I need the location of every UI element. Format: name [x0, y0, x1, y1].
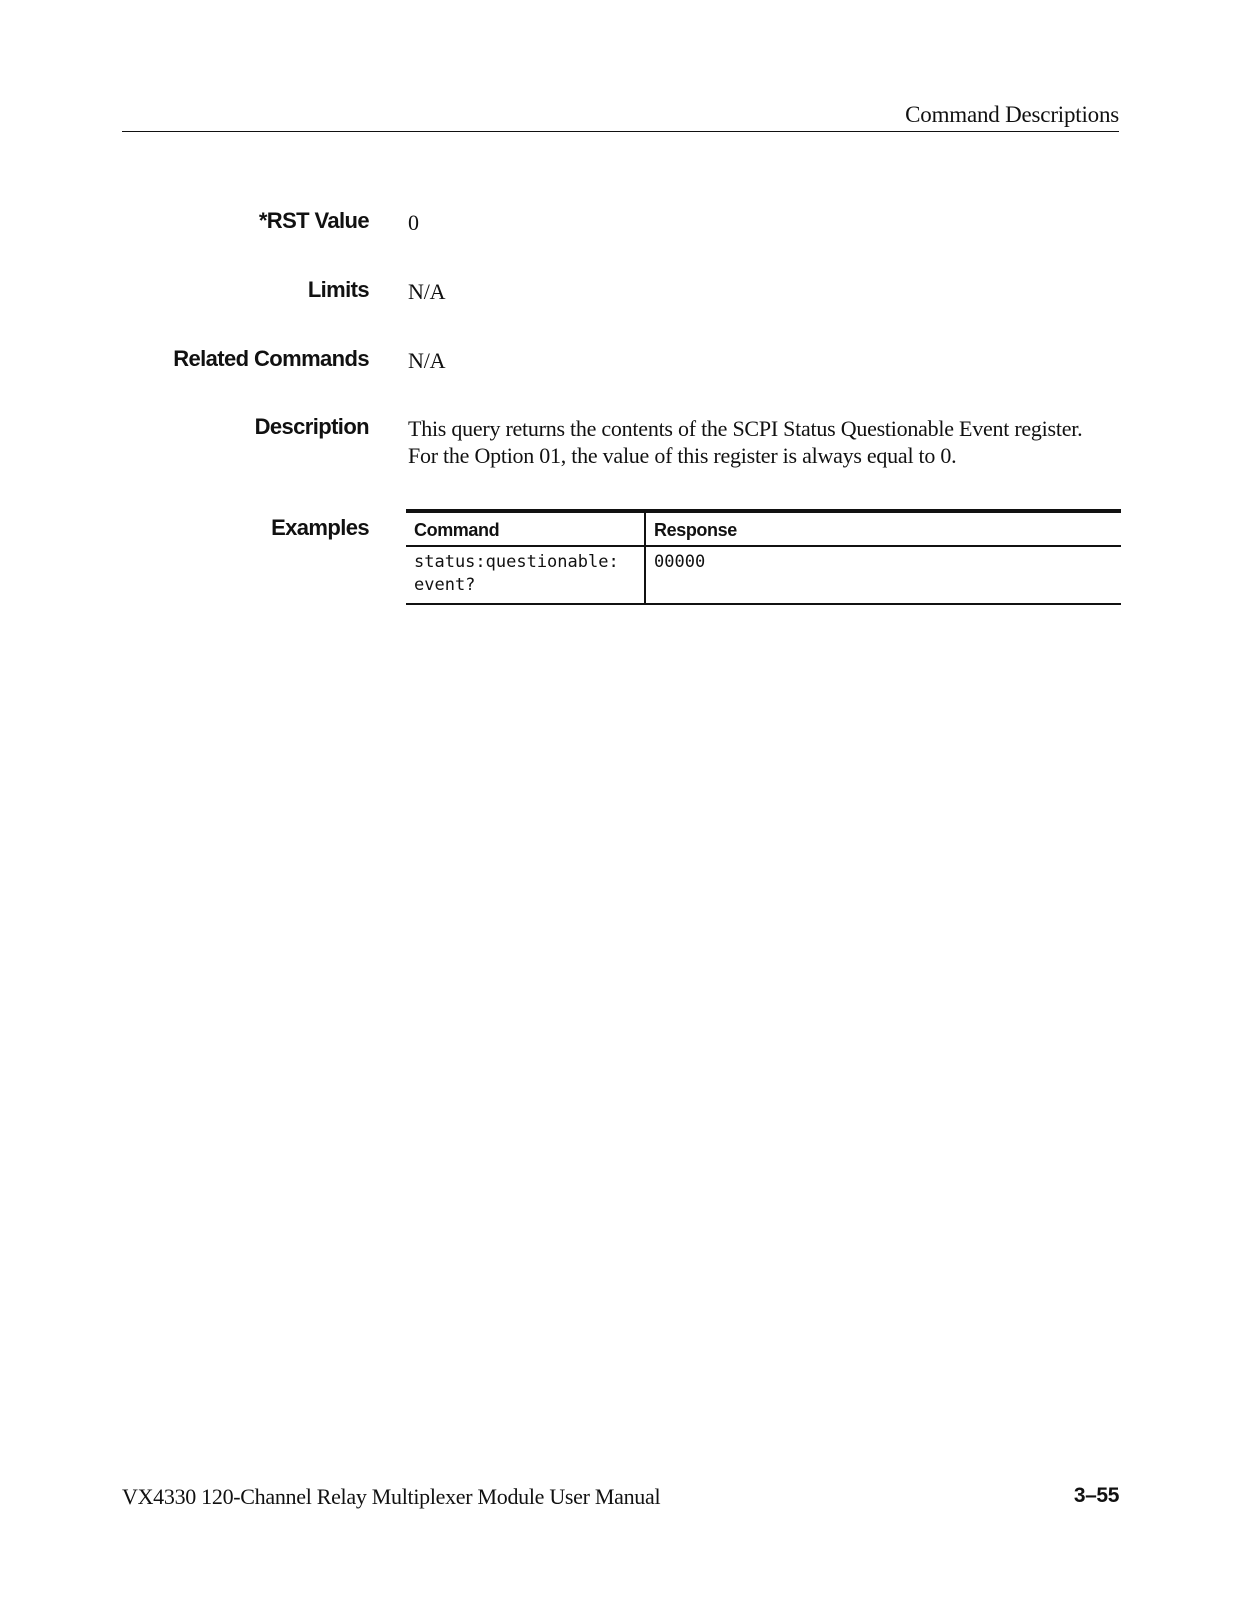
- rst-value-label: *RST Value: [258, 208, 369, 233]
- related-commands-value: N/A: [408, 348, 446, 373]
- limits-label: Limits: [307, 277, 369, 302]
- header-rule: [122, 131, 1119, 132]
- description-text: [408, 415, 1128, 469]
- response-column-header: Response: [645, 511, 1121, 546]
- command-column-header: Command: [406, 511, 645, 546]
- limits-value: N/A: [408, 279, 446, 304]
- response-cell: 00000: [645, 546, 1121, 604]
- table-row: [406, 546, 1121, 604]
- description-line: For the Option 01, the value of this register is always equal to 0.: [408, 443, 957, 468]
- rst-value: 0: [408, 210, 419, 235]
- command-line: event?: [414, 575, 476, 595]
- table-header-row: [406, 511, 1121, 546]
- description-label: Description: [254, 414, 369, 439]
- command-cell: [406, 546, 645, 604]
- examples-label: Examples: [271, 515, 369, 540]
- command-line: status:questionable:: [414, 552, 619, 572]
- description-line: This query returns the contents of the SCPI Status Questionable Event register.: [408, 416, 1083, 441]
- page-number: 3–55: [1073, 1484, 1119, 1507]
- footer-manual-title: VX4330 120-Channel Relay Multiplexer Module User Manual: [122, 1484, 661, 1509]
- running-header: Command Descriptions: [905, 102, 1119, 127]
- related-commands-label: Related Commands: [173, 346, 369, 371]
- examples-table: [406, 509, 1121, 605]
